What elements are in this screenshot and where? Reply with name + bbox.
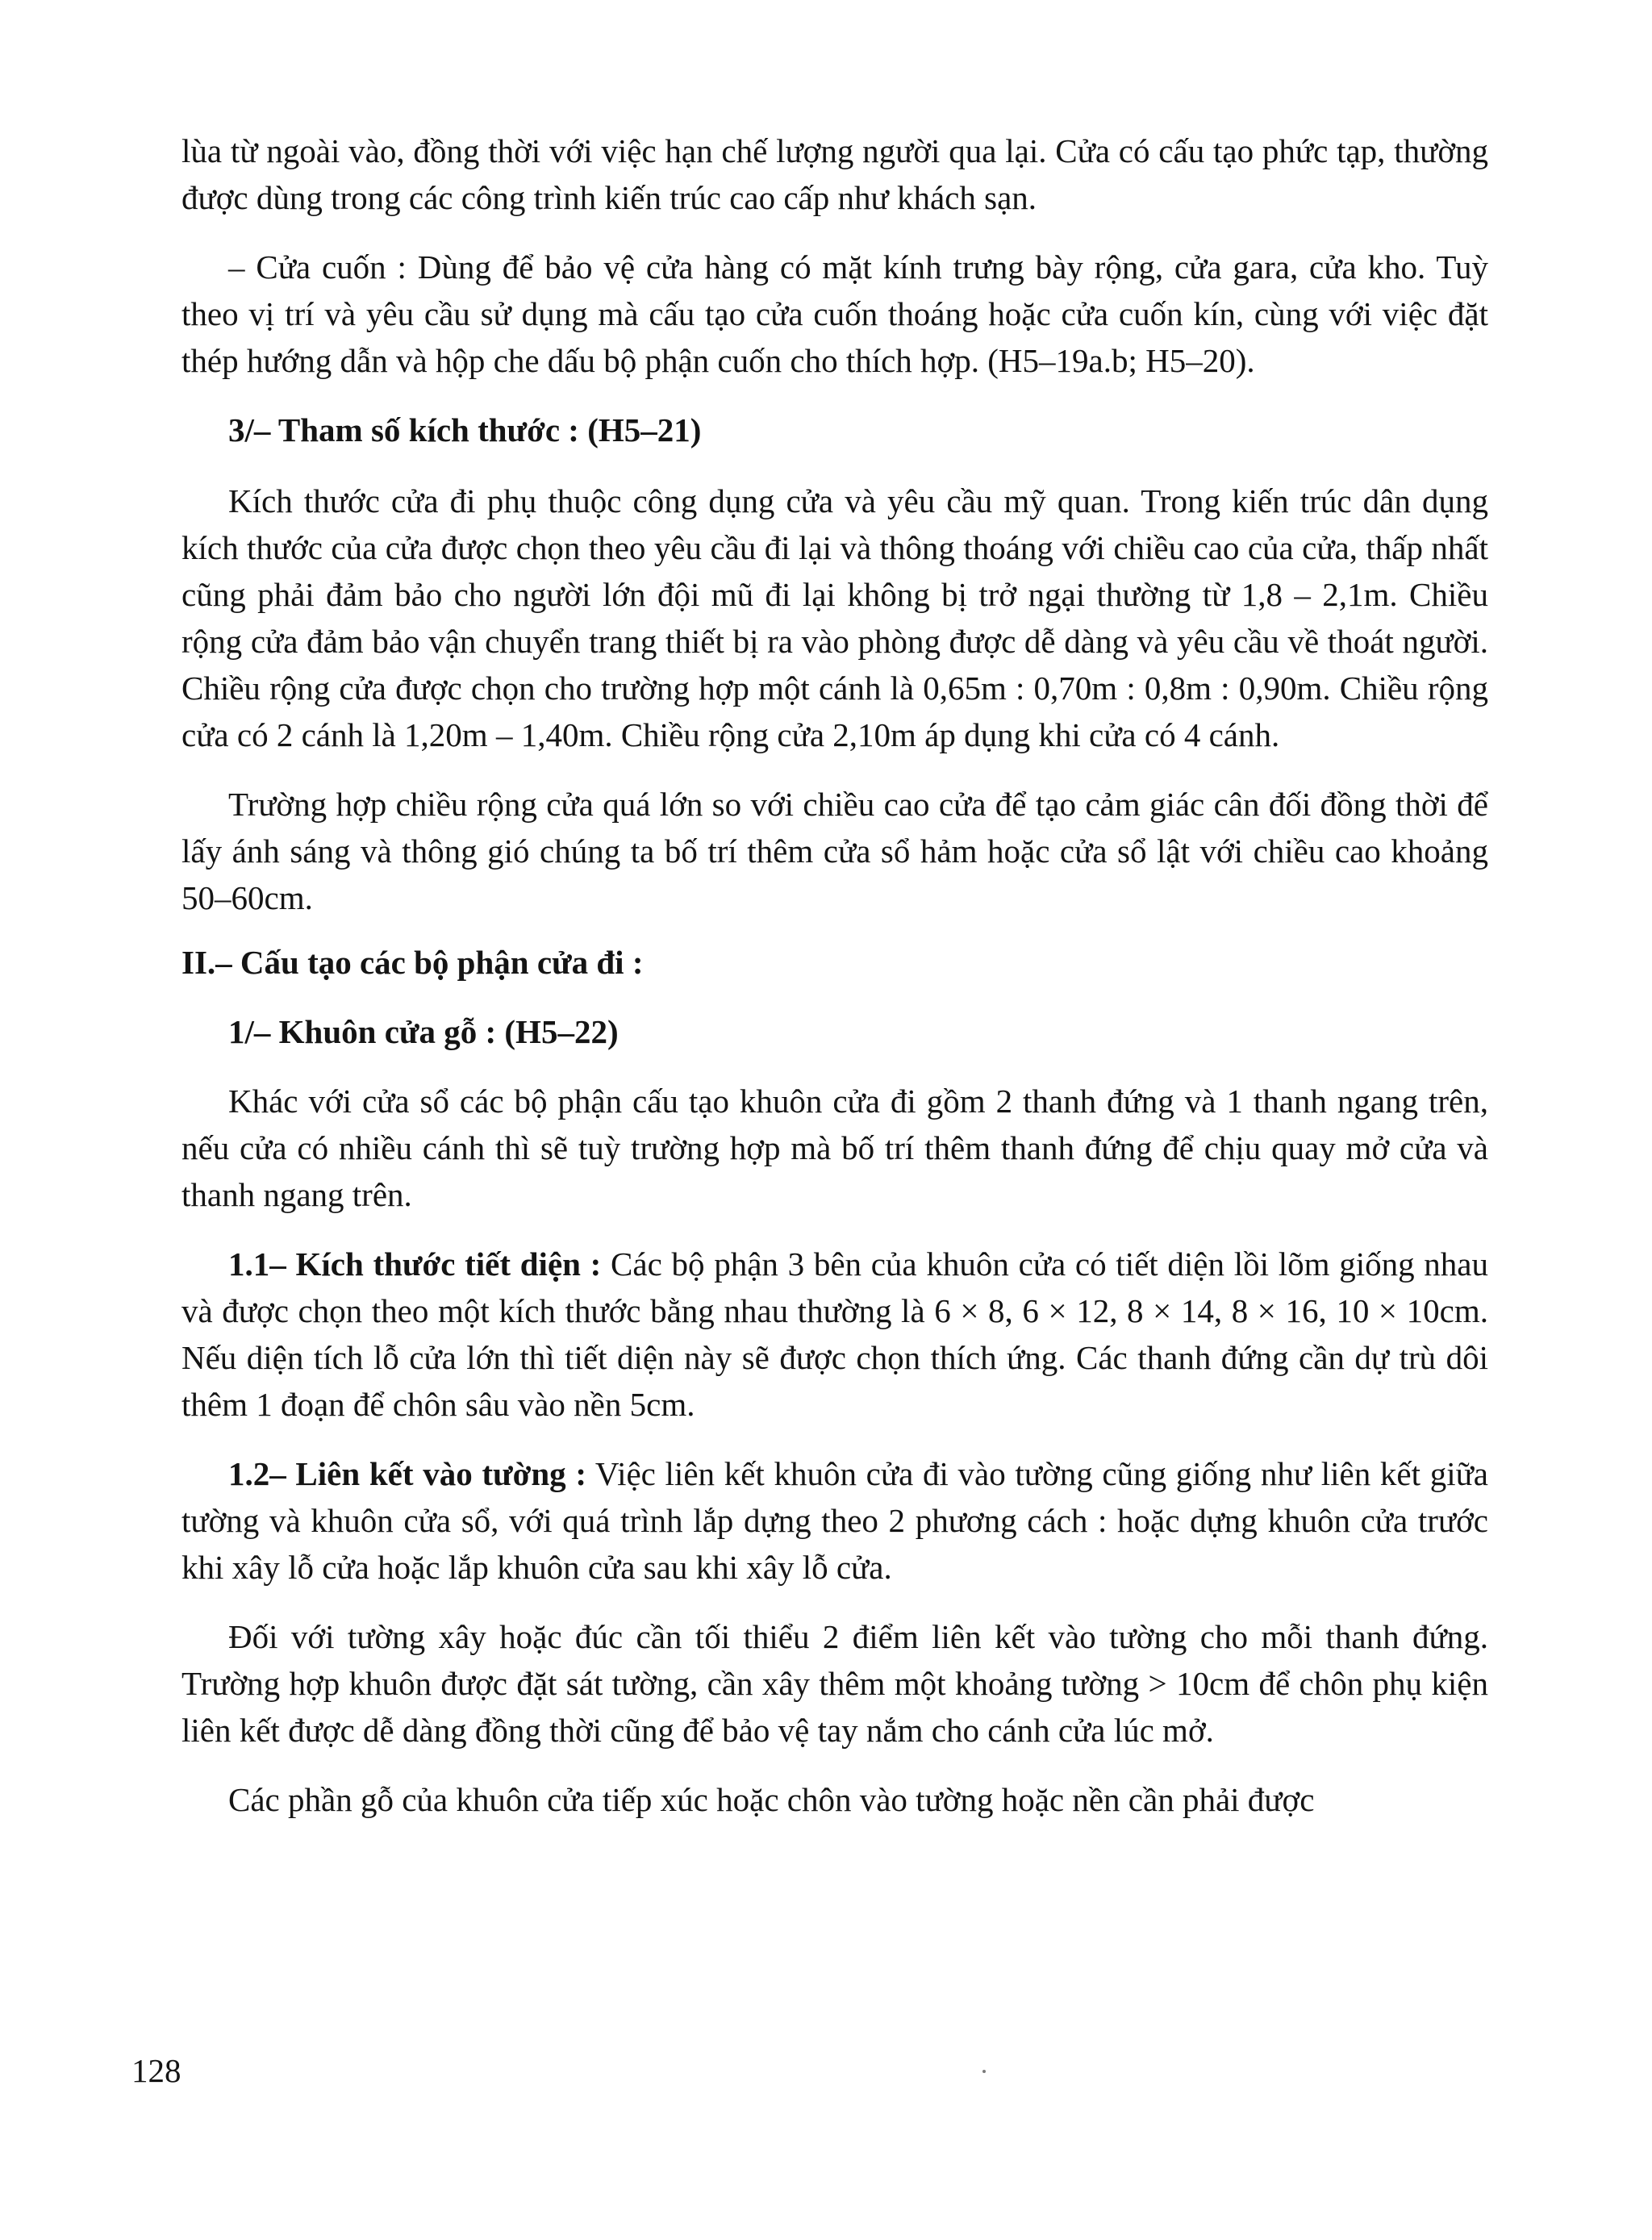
wall-connection-text: Việc liên kết khuôn cửa đi vào tường cũng giống như liên kết giữa tường và khuôn cửa sổ, với quá trình lắp dựng theo 2 phương cách : hoặc dựng khuôn cửa trước khi xây lỗ cửa hoặc lắp khuôn cửa sau khi xây lỗ cửa.: [181, 1455, 1489, 1586]
subheading-section-size: 1.1– Kích thước tiết diện :: [228, 1245, 602, 1283]
paragraph-masonry-wall: Đối với tường xây hoặc đúc cần tối thiểu 2 điểm liên kết vào tường cho mỗi thanh đứng. Trường hợp khuôn được đặt sát tường, cần xây thêm một khoảng tường > 10cm để chôn phụ kiện liên kết được dễ dàng đồng thời cũng để bảo vệ tay nắm cho cánh cửa lúc mở.: [181, 1618, 1488, 1749]
heading-wooden-frame: 1/– Khuôn cửa gỗ : (H5–22): [228, 1013, 619, 1050]
paragraph-wide-door: Trường hợp chiều rộng cửa quá lớn so với chiều cao cửa để tạo cảm giác cân đối đồng thời để lấy ánh sáng và thông gió chúng ta bố trí thêm cửa sổ hảm hoặc cửa sổ lật với chiều cao khoảng 50–60cm.: [181, 786, 1488, 916]
paragraph-sliding-door-continued: lùa từ ngoài vào, đồng thời với việc hạn chế lượng người qua lại. Cửa có cấu tạo phức tạp, thường được dùng trong các công trình kiến trúc cao cấp như khách sạn.: [181, 132, 1488, 216]
scan-speck: [982, 2070, 986, 2073]
section-size-text: Các bộ phận 3 bên của khuôn cửa có tiết diện lồi lõm giống nhau và được chọn theo một kích thước bằng nhau thường là 6 × 8, 6 × 12, 8 × 14, 8 × 16, 10 × 10cm. Nếu diện tích lỗ cửa lớn thì tiết diện này sẽ được chọn thích ứng. Các thanh đứng cần dự trù dôi thêm 1 đoạn để chôn sâu vào nền 5cm.: [181, 1245, 1488, 1423]
paragraph-rolling-door: – Cửa cuốn : Dùng để bảo vệ cửa hàng có mặt kính trưng bày rộng, cửa gara, cửa kho. Tuỳ theo vị trí và yêu cầu sử dụng mà cấu tạo cửa cuốn thoáng hoặc cửa cuốn kín, cùng với việc đặt thép hướng dẫn và hộp che dấu bộ phận cuốn cho thích hợp. (H5–19a.b; H5–20).: [181, 248, 1488, 379]
paragraph-wood-parts: Các phần gỗ của khuôn cửa tiếp xúc hoặc chôn vào tường hoặc nền cần phải được: [228, 1781, 1315, 1818]
paragraph-door-dimensions: Kích thước cửa đi phụ thuộc công dụng cửa và yêu cầu mỹ quan. Trong kiến trúc dân dụng kích thước của cửa được chọn theo yêu cầu đi lại và thông thoáng với chiều cao của cửa, thấp nhất cũng phải đảm bảo cho người lớn đội mũ đi lại không bị trở ngại thường từ 1,8 – 2,1m. Chiều rộng cửa đảm bảo vận chuyển trang thiết bị ra vào phòng được dễ dàng và yêu cầu về thoát người. Chiều rộng cửa được chọn cho trường hợp một cánh là 0,65m : 0,70m : 0,8m : 0,90m. Chiều rộng cửa có 2 cánh là 1,20m – 1,40m. Chiều rộng cửa 2,10m áp dụng khi cửa có 4 cánh.: [181, 482, 1488, 753]
page-number: 128: [131, 2052, 181, 2089]
paragraph-wall-connection: [181, 1450, 1488, 1591]
heading-size-parameters: 3/– Tham số kích thước : (H5–21): [228, 411, 702, 448]
paragraph-frame-parts: Khác với cửa sổ các bộ phận cấu tạo khuôn cửa đi gồm 2 thanh đứng và 1 thanh ngang trên, nếu cửa có nhiều cánh thì sẽ tuỳ trường hợp mà bố trí thêm thanh đứng để chịu quay mở cửa và thanh ngang trên.: [181, 1082, 1488, 1213]
subheading-wall-connection: 1.2– Liên kết vào tường :: [228, 1455, 586, 1492]
heading-door-components: II.– Cấu tạo các bộ phận cửa đi :: [181, 944, 644, 981]
page-content: [181, 127, 1488, 1823]
paragraph-section-size: [181, 1241, 1488, 1428]
